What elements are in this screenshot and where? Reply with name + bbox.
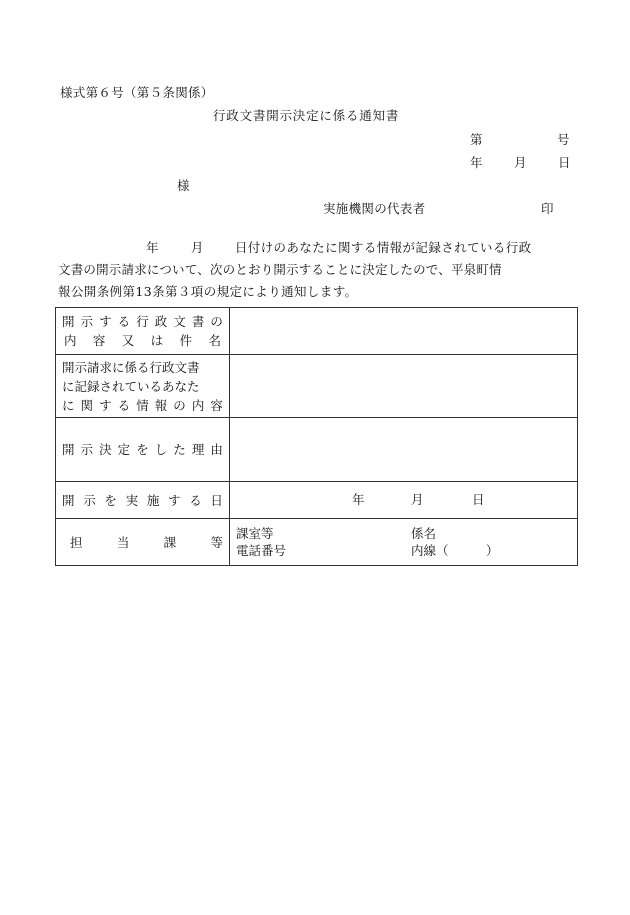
label-char: 政 — [154, 314, 168, 329]
label-char: 文 — [173, 314, 186, 329]
label-line — [62, 440, 223, 459]
label-char: 定 — [117, 442, 131, 457]
table-row-department — [56, 519, 578, 566]
label-char: 日 — [210, 492, 223, 508]
dept-section-label: 係名 — [411, 526, 437, 541]
reason-field[interactable] — [230, 418, 578, 482]
row-label-department — [56, 519, 230, 566]
label-char: 示 — [83, 492, 96, 508]
label-char: 報 — [154, 397, 168, 413]
notice-table — [55, 307, 578, 566]
date-year: 年 — [470, 155, 483, 170]
label-char: 実 — [125, 492, 139, 508]
row-label-personal-info — [56, 355, 230, 418]
label-line — [62, 396, 223, 415]
addressee-suffix: 様 — [177, 178, 190, 193]
label-char: 施 — [146, 492, 160, 508]
dept-extension-label: 内線（ ） — [411, 543, 499, 558]
row-label-document-content — [56, 308, 230, 355]
paragraph-line-2: 文書の開示請求について、次のとおり開示することに決定したので、平泉町情 — [58, 262, 502, 277]
label-char: 由 — [210, 442, 223, 457]
label-char: 内 — [191, 397, 205, 413]
row-label-reason — [56, 418, 230, 482]
dept-office-label: 課室等 — [236, 526, 274, 541]
label-line: に記録されているあなた — [62, 378, 200, 394]
label-char: る — [117, 397, 131, 413]
label-char: の — [173, 397, 186, 413]
label-char: る — [117, 314, 131, 329]
label-line: 開示請求に係る行政文書 — [62, 359, 200, 375]
paragraph-line-3: 報公開条例第13条第３項の規定により通知します。 — [58, 284, 358, 299]
date-day: 日 — [558, 155, 571, 170]
label-char: 名 — [208, 333, 221, 348]
disclosure-year: 年 — [352, 492, 365, 507]
label-char: 理 — [191, 442, 205, 457]
table-row-reason — [56, 418, 578, 482]
doc-number-prefix: 第 — [470, 132, 483, 147]
label-char: 行 — [136, 314, 149, 329]
label-char: る — [189, 492, 202, 508]
table-row-personal-info — [56, 355, 578, 418]
label-char: 示 — [80, 314, 94, 329]
label-char: た — [173, 442, 186, 457]
document-title: 行政文書開示決定に係る通知書 — [213, 108, 400, 123]
label-char: の — [210, 314, 223, 329]
label-char: は — [150, 333, 164, 348]
label-char: 件 — [179, 333, 193, 348]
disclosure-date-field[interactable] — [230, 482, 578, 519]
label-char: す — [99, 314, 112, 329]
label-char: 関 — [80, 397, 94, 413]
label-char: 決 — [99, 442, 112, 457]
department-contact-field[interactable] — [230, 519, 578, 566]
label-char: 又 — [121, 333, 135, 348]
doc-number-suffix: 号 — [557, 132, 570, 147]
label-char: を — [104, 492, 117, 508]
seal-mark: 印 — [541, 201, 554, 216]
sender-name: 実施機関の代表者 — [323, 201, 426, 216]
label-char: に — [62, 397, 75, 413]
document-content-field[interactable] — [230, 308, 578, 355]
label-char: 書 — [191, 314, 205, 329]
label-char: 示 — [80, 442, 94, 457]
paragraph-line-1-text: 日付けのあなたに関する情報が記録されている行政 — [234, 240, 532, 255]
disclosure-month: 月 — [411, 492, 424, 507]
label-char: 当 — [116, 534, 130, 550]
label-line — [62, 331, 223, 350]
label-char: し — [154, 442, 168, 457]
label-char: 開 — [62, 492, 75, 508]
label-char: 等 — [210, 534, 223, 550]
label-line — [62, 312, 223, 331]
label-char: 開 — [62, 442, 75, 457]
label-line — [62, 491, 223, 510]
label-char: す — [99, 397, 112, 413]
label-char: 担 — [70, 534, 83, 550]
paragraph-line-1 — [58, 237, 578, 259]
paragraph-month: 月 — [190, 240, 204, 255]
row-label-disclosure-date — [56, 482, 230, 519]
label-char: 容 — [210, 397, 223, 413]
form-number: 様式第６号（第５条関係） — [60, 85, 214, 100]
label-char: 開 — [62, 314, 75, 329]
personal-info-field[interactable] — [230, 355, 578, 418]
label-char: 課 — [163, 534, 177, 550]
date-month: 月 — [514, 155, 527, 170]
label-char: を — [136, 442, 149, 457]
label-char: 情 — [136, 397, 149, 413]
disclosure-day: 日 — [472, 492, 485, 507]
label-char: 内 — [64, 333, 77, 348]
label-char: す — [168, 492, 181, 508]
table-row-disclosure-date — [56, 482, 578, 519]
dept-phone-label: 電話番号 — [236, 543, 287, 558]
paragraph-year: 年 — [146, 240, 159, 255]
label-char: 容 — [92, 333, 106, 348]
table-row-document-content — [56, 308, 578, 355]
label-line — [62, 533, 223, 552]
notice-paragraph — [58, 237, 578, 303]
